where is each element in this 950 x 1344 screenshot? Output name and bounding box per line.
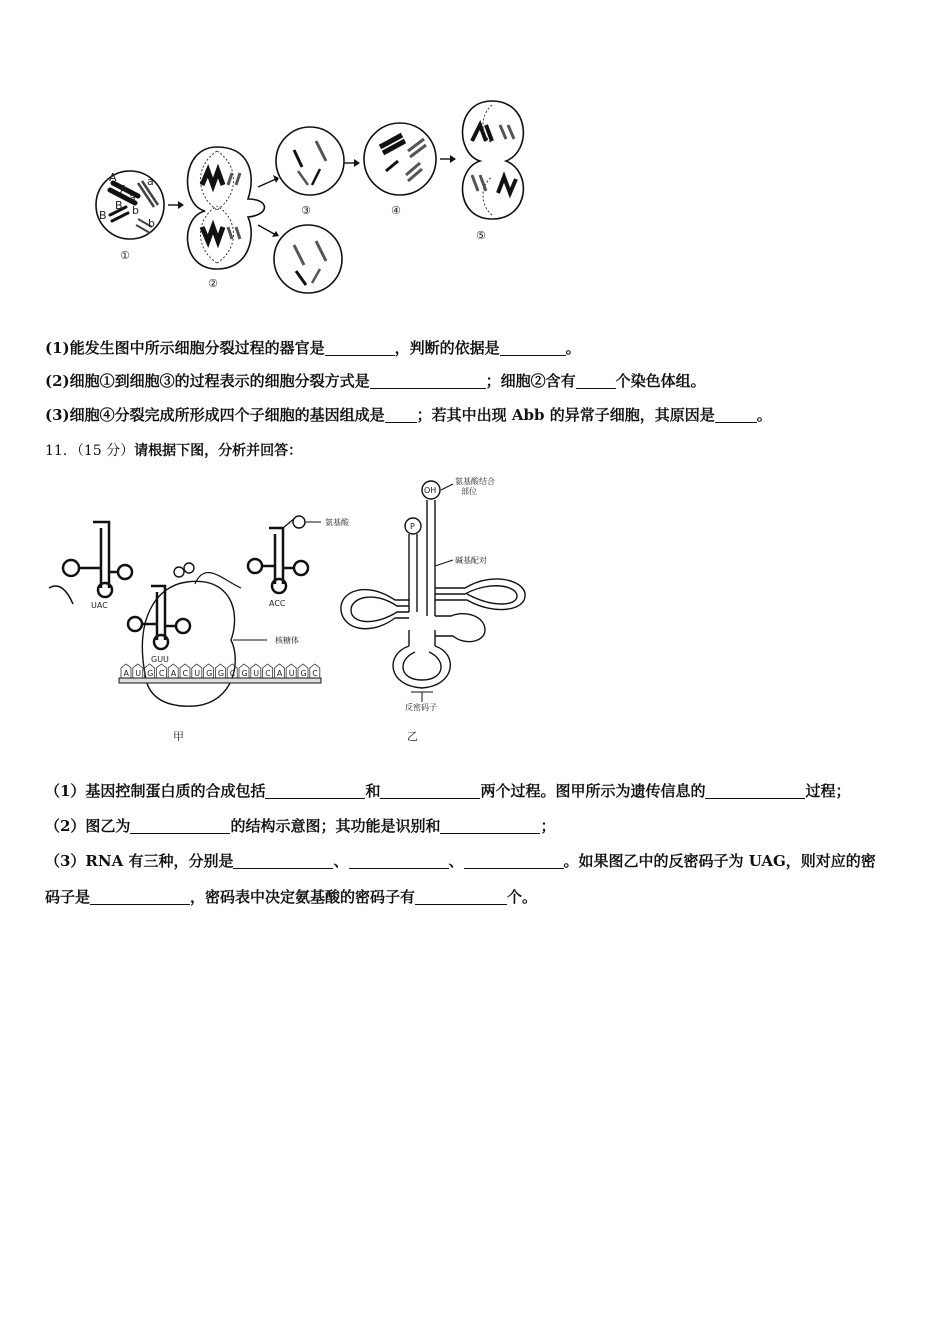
- q10-line-3: [45, 404, 772, 425]
- q11-line-4-text: ，密码表中决定氨基酸的密码子有: [190, 888, 416, 906]
- question-number: 11．: [45, 443, 77, 459]
- mrna-base: U: [194, 669, 201, 678]
- answer-blank[interactable]: [265, 783, 365, 799]
- q11-line-1-text: （1）基因控制蛋白质的合成包括: [45, 782, 266, 800]
- figure-yi: [335, 470, 535, 750]
- cell-number-4: ④: [391, 204, 401, 217]
- gene-label: B: [99, 209, 107, 222]
- mrna-base: G: [217, 669, 225, 678]
- answer-blank[interactable]: [385, 407, 417, 423]
- mrna-base: A: [123, 669, 129, 678]
- q11-line-2-text: （2）图乙为: [45, 817, 131, 835]
- mrna-base: G: [241, 669, 248, 678]
- q10-line-2: [45, 370, 706, 391]
- p-label: P: [410, 522, 415, 531]
- mrna-base: C: [229, 669, 236, 678]
- q11-line-2-text: 的结构示意图；其功能是识别和: [230, 817, 441, 835]
- mrna-base: G: [300, 669, 307, 678]
- trna-middle: [128, 563, 194, 649]
- answer-blank[interactable]: [325, 340, 395, 356]
- gene-label: b: [132, 204, 139, 217]
- answer-blank[interactable]: [130, 818, 230, 834]
- mrna-base: A: [170, 669, 177, 678]
- q11-line-4-text: 码子是: [45, 888, 91, 906]
- q11-header: [45, 440, 302, 460]
- oh-label: OH: [424, 486, 437, 495]
- q11-line-1: [45, 780, 851, 801]
- q10-line-2-text: (2)细胞①到细胞③的过程表示的细胞分裂方式是: [45, 372, 370, 390]
- answer-blank[interactable]: [415, 889, 507, 905]
- mrna-strand: [119, 664, 321, 683]
- cell-division-figure: [80, 95, 560, 305]
- q11-line-2-text: ；: [540, 817, 556, 835]
- anticodon-left: UAC: [91, 601, 108, 610]
- figure-yi-caption: 乙: [407, 730, 418, 743]
- q11-line-4: [45, 886, 537, 907]
- gene-label: a: [129, 191, 136, 204]
- q11-line-4-text: 个。: [507, 888, 538, 906]
- mrna-base: U: [253, 669, 260, 678]
- gene-label: a: [147, 175, 154, 188]
- q11-line-2: [45, 815, 555, 836]
- mrna-base: C: [158, 669, 165, 678]
- cell-number-5: ⑤: [476, 229, 486, 242]
- answer-blank[interactable]: [464, 853, 564, 869]
- q11-line-3-text: （3）RNA 有三种，分别是: [45, 852, 234, 870]
- answer-blank[interactable]: [715, 407, 757, 423]
- mrna-base: C: [265, 669, 271, 678]
- anticodon-middle: GUU: [151, 655, 169, 664]
- question-prompt: 请根据下图，分析并回答：: [134, 443, 303, 459]
- ribosome-label: 核糖体: [275, 636, 299, 645]
- mrna-base: A: [276, 669, 283, 678]
- q10-line-3-text: 。: [756, 406, 772, 424]
- q11-line-3-text: 、: [448, 852, 464, 870]
- mrna-base: U: [135, 669, 142, 678]
- answer-blank[interactable]: [440, 818, 540, 834]
- cell-2: [188, 147, 265, 290]
- gene-label: b: [148, 217, 155, 230]
- figure-jia-caption: 甲: [173, 730, 184, 743]
- question-points: （15 分）: [76, 443, 135, 459]
- anticodon-label: 反密码子: [405, 703, 437, 712]
- q10-line-2-text: 个染色体组。: [615, 372, 706, 390]
- mrna-base: U: [288, 669, 295, 678]
- answer-blank[interactable]: [500, 340, 566, 356]
- cell-1: [96, 171, 164, 262]
- base-pair-label: 碱基配对: [455, 556, 487, 565]
- mrna-base: C: [182, 669, 189, 678]
- cell-3: [276, 127, 344, 217]
- answer-blank[interactable]: [380, 783, 480, 799]
- cell-number-3: ③: [301, 204, 311, 217]
- q11-line-1-text: 两个过程。图甲所示为遗传信息的: [480, 782, 706, 800]
- mrna-base: G: [206, 669, 213, 678]
- answer-blank[interactable]: [576, 373, 616, 389]
- mrna-base: C: [312, 669, 318, 678]
- trna-right: [248, 516, 308, 593]
- gene-label: B: [115, 199, 123, 212]
- binding-site-label-1: 氨基酸结合: [455, 477, 495, 486]
- answer-blank[interactable]: [370, 373, 486, 389]
- gene-label: A: [120, 183, 128, 196]
- answer-blank[interactable]: [233, 853, 333, 869]
- mrna-base: G: [147, 669, 154, 678]
- cell-3b: [274, 225, 342, 293]
- q11-line-3-text: 。如果图乙中的反密码子为 UAG，则对应的密: [563, 852, 876, 870]
- amino-acid-label: 氨基酸: [325, 518, 349, 527]
- q11-line-1-text: 过程；: [805, 782, 851, 800]
- q11-line-3: [45, 850, 876, 871]
- cell-number-1: ①: [120, 249, 130, 262]
- q10-line-1-text: ，判断的依据是: [394, 339, 500, 357]
- cell-5: [463, 101, 524, 242]
- q10-line-1: [45, 337, 581, 358]
- cell-number-2: ②: [208, 277, 218, 290]
- figure-jia: [45, 500, 349, 750]
- q11-line-3-text: 、: [333, 852, 349, 870]
- trna-cloverleaf: [341, 481, 525, 688]
- q10-line-2-text: ；细胞②含有: [485, 372, 576, 390]
- q10-line-1-text: (1)能发生图中所示细胞分裂过程的器官是: [45, 339, 325, 357]
- answer-blank[interactable]: [705, 783, 805, 799]
- gene-label: A: [109, 171, 117, 184]
- q10-line-3-text: (3)细胞④分裂完成所形成四个子细胞的基因组成是: [45, 406, 385, 424]
- binding-site-label-2: 部位: [461, 487, 477, 496]
- answer-blank[interactable]: [349, 853, 449, 869]
- q10-line-3-text: ；若其中出现 Abb 的异常子细胞，其原因是: [416, 406, 715, 424]
- q11-line-1-text: 和: [365, 782, 381, 800]
- trna-left: [63, 522, 132, 597]
- cell-4: [364, 123, 436, 217]
- anticodon-right: ACC: [269, 599, 286, 608]
- answer-blank[interactable]: [90, 889, 190, 905]
- q10-line-1-text: 。: [565, 339, 581, 357]
